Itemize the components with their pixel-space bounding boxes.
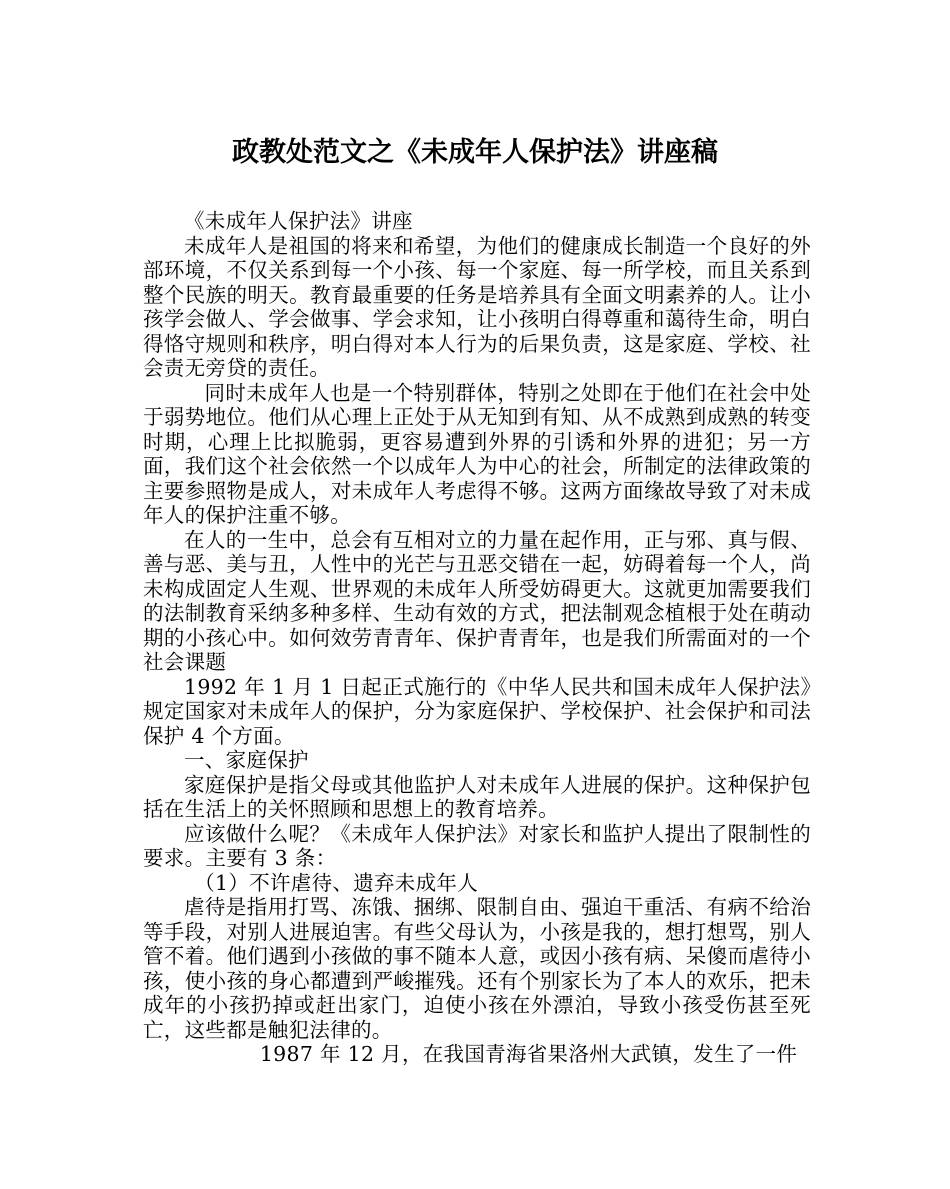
paragraph-opposing-forces: 在人的一生中，总会有互相对立的力量在起作用，正与邪、真与假、善与恶、美与丑，人性中的光芒与丑恶交错在一起，妨碍着每一个人，尚未构成固定人生观、世界观的未成年人所受妨碍更大。这就更加需要我们的法制教育采纳多种多样、生动有效的方式，把法制观念植根于处在萌动期的小孩心中。如何效劳青青年、保护青青年，也是我们所需面对的一个社会课题 [143, 527, 811, 674]
document-body [143, 209, 811, 1067]
list-item-1: （1）不许虐待、遗弃未成年人 [194, 870, 478, 895]
paragraph-requirements: 应该做什么呢？《未成年人保护法》对家长和监护人提出了限制性的要求。主要有 3 条： [143, 821, 811, 870]
paragraph-intro: 未成年人是祖国的将来和希望，为他们的健康成长制造一个良好的外部环境，不仅关系到每一个小孩、每一个家庭、每一所学校，而且关系到整个民族的明天。教育最重要的任务是培养具有全面文明素养的人。让小孩学会做人、学会做事、学会求知，让小孩明白得尊重和蔼待生命，明白得恪守规则和秩序，明白得对本人行为的后果负责，这是家庭、学校、社会责无旁贷的责任。 [143, 233, 811, 380]
paragraph-family-protection: 家庭保护是指父母或其他监护人对未成年人进展的保护。这种保护包括在生活上的关怀照顾和思想上的教育培养。 [143, 772, 811, 821]
document-title: 政教处范文之《未成年人保护法》讲座稿 [232, 137, 718, 168]
paragraph-special-group: 同时未成年人也是一个特别群体，特别之处即在于他们在社会中处于弱势地位。他们从心理上正处于从无知到有知、从不成熟到成熟的转变时期，心理上比拟脆弱，更容易遭到外界的引诱和外界的进犯；另一方面，我们这个社会依然一个以成年人为中心的社会，所制定的法律政策的主要参照物是成人，对未成年人考虑得不够。这两方面缘故导致了对未成年人的保护注重不够。 [143, 380, 811, 527]
lecture-heading: 《未成年人保护法》讲座 [184, 209, 413, 233]
section-heading-family: 一、家庭保护 [184, 748, 309, 772]
paragraph-abuse: 虐待是指用打骂、冻饿、捆绑、限制自由、强迫干重活、有病不给治等手段，对别人进展迫害。有些父母认为，小孩是我的，想打想骂，别人管不着。他们遇到小孩做的事不随本人意，或因小孩有病、呆傻而虐待小孩，使小孩的身心都遭到严峻摧残。还有个别家长为了本人的欢乐，把未成年的小孩扔掉或赶出家门，迫使小孩在外漂泊，导致小孩受伤甚至死亡，这些都是触犯法律的。 [143, 895, 811, 1042]
paragraph-case-1987: 1987 年 12 月，在我国青海省果洛州大武镇，发生了一件 [259, 1042, 798, 1066]
paragraph-law-effective: 1992 年 1 月 1 日起正式施行的《中华人民共和国未成年人保护法》规定国家对未成年人的保护，分为家庭保护、学校保护、社会保护和司法保护 4 个方面。 [143, 674, 811, 748]
